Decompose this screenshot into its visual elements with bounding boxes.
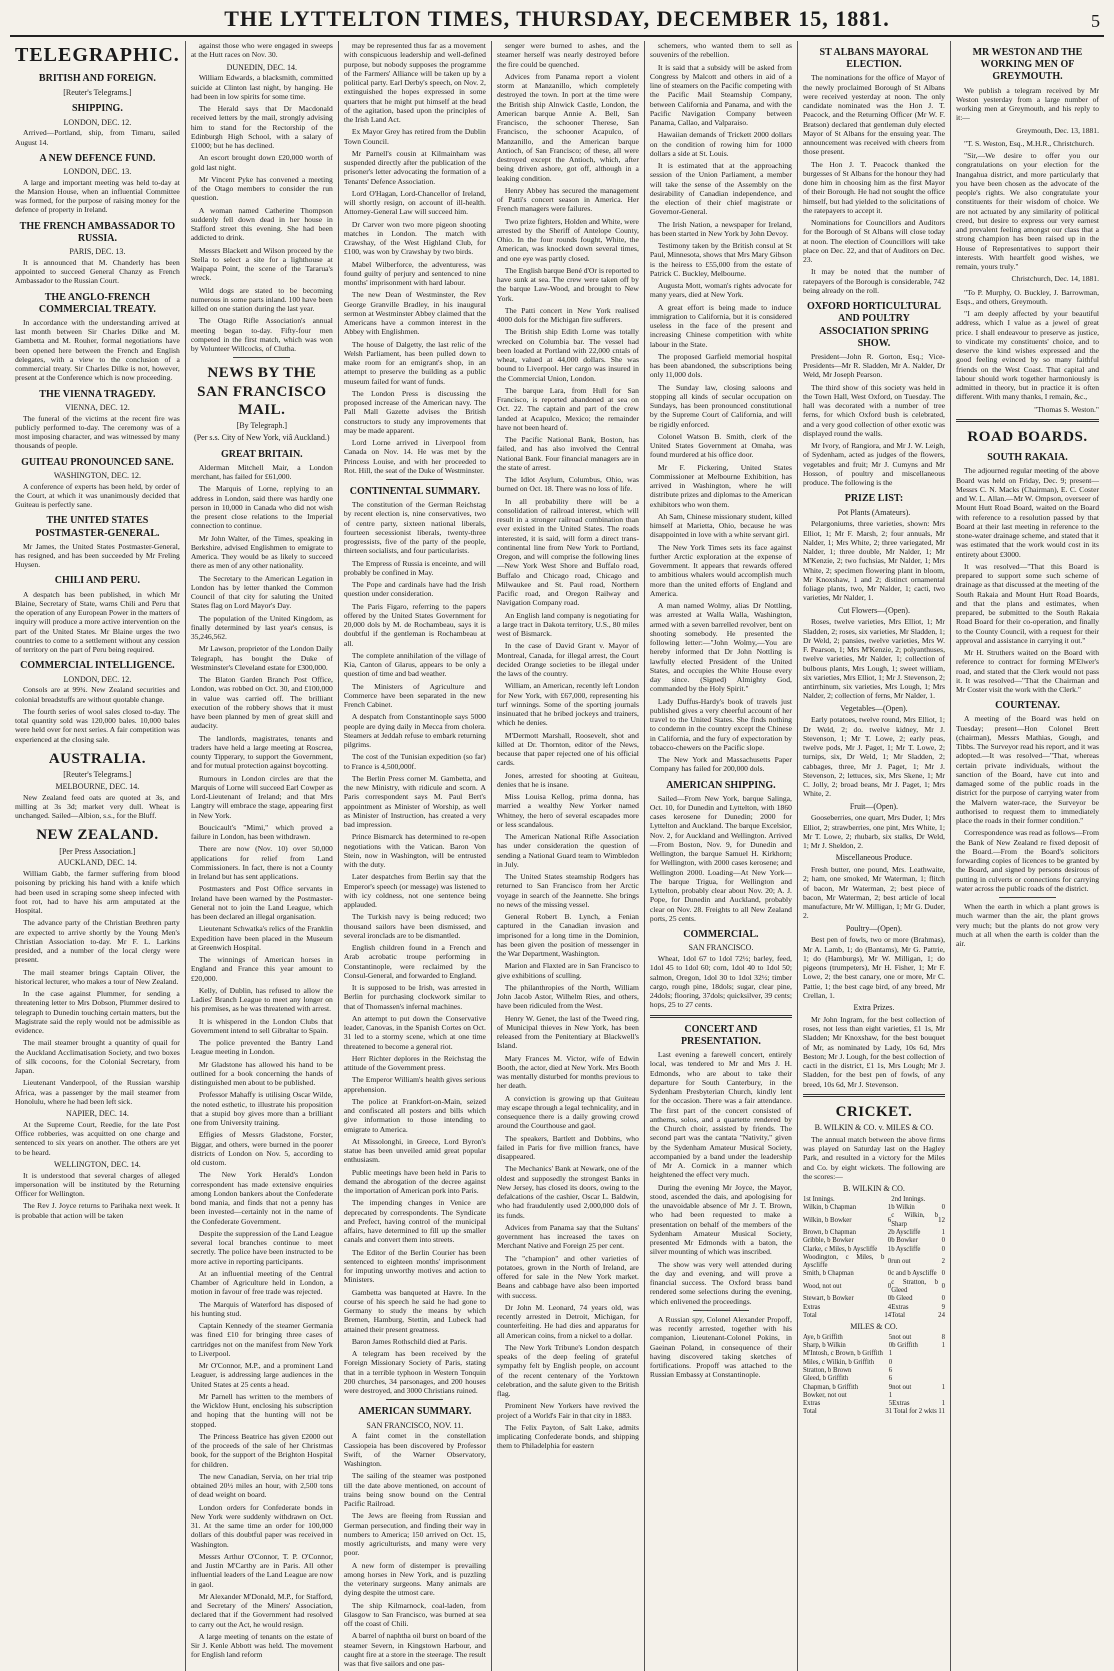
article-paragraph: The New York Times sets its face against further Arctic exploration at the expense of Government. It appears that rewards offered to ambitious whalers would accomplish much more than the united efforts of England and America. — [649, 542, 792, 598]
letter-date: Christchurch, Dec. 14, 1881. — [1011, 274, 1099, 284]
article-paragraph: The Paris Figaro, referring to the papers offered by the United States Government for 20,000 dols by M. de Rochambeau, says it is doubtful if the gentleman is Rochambeau at all. — [343, 601, 486, 648]
article-paragraph: It is said that a subsidy will be asked from Congress by Malcott and others in aid of a line of steamers on the Pacific competing with the Pacific Mail Steamship Company, between California and Panama, and with the Pacific Navigation Company between Panama, Callao, and Valparaiso. — [649, 62, 792, 127]
article-paragraph: Roses, twelve varieties, Mrs Elliot, 1; Mr Sladden, 2; roses, six varieties, Mr Sladden, 1; Dr Weld, 2; pansies, twelve varieties, Mrs W. F. Pearson, 1; Mrs M'Kenzie, 2; polyanthuses, twelve varieties, Mr Nalder, 1; collection of bulbous plants, Mrs Lough, 1; sweet william, six varieties, Mrs Elliot, 1; Mr J. Stevenson, 2; antirrhinum, six varieties, Mrs Lough, 1; Mrs Nalder, 2; collection of ferns, Mr Nalder, 1. — [802, 617, 945, 701]
article-paragraph: The complete annihilation of the village of Kia, Canton of Glarus, appears to be only a question of time and bad weather. — [343, 650, 486, 679]
article-paragraph: Lord O'Hagan, Lord-Chancellor of Ireland, will shortly resign, on account of ill-health. Attorney-General Law will succeed him. — [343, 188, 486, 217]
article-paragraph: Miss Louisa Kellog, prima donna, has married a wealthy New Yorker named Whitney, the hero of several escapades more or less scandalous. — [496, 792, 639, 829]
article-paragraph: London orders for Confederate bonds in New York were suddenly withdrawn on Oct. 31. At the same time an order for 100,000 dollars of this doubtful paper was received in Washington. — [190, 1502, 333, 1549]
article-paragraph: Lieutenant Schwatka's relics of the Franklin Expedition have been placed in the Museum at Greenwich Hospital. — [190, 924, 333, 952]
article-paragraph: Lady Duffus-Hardy's book of travels just published gives a very cheerful account of her travel to the United States. She finds nothing to condemn in the country except the Chinese in California, and the fury of expectoration by tobacco-chewers on the Pacific slope. — [649, 696, 792, 752]
article-paragraph: Nominations for Councillors and Auditors for the Borough of St Albans will close today at noon. The election of Councillors will take place on Dec. 22, and that of Auditors on Dec. 23. — [802, 218, 945, 265]
article-paragraph: senger were burned to ashes, and the steamer herself was nearly destroyed before the fire could be quenched. — [496, 41, 639, 69]
article-paragraph: Despite the suppression of the Land League several local branches continue to meet secretly. The police have been instructed to be more active in reporting participants. — [190, 1228, 333, 1266]
article-paragraph: Mr Vincent Pyke has convened a meeting of the Otago members to consider the run question. — [190, 174, 333, 203]
article-paragraph: The Secretary to the American Legation in London has by letter thanked the Common Council of that city for saluting the United States flag on Lord Mayor's Day. — [190, 573, 333, 611]
article-paragraph: Boucicault's "Mimi," which proved a failure in London, has been withdrawn. — [190, 822, 333, 842]
article-paragraph: The New York Herald's London correspondent has made extensive enquiries among London bankers about the Confederate bond mania, and finds that not a penny has been invested—certainly not in the name of the Confederate Government. — [190, 1170, 333, 1226]
score-row: Smith, b Chapman 0 c and b Ayscliffe 0 — [802, 1270, 945, 1278]
article-paragraph: against those who were engaged in sweeps at the Hutt races on Nov. 30. — [190, 41, 333, 60]
article-paragraph: The police at Frankfort-on-Main, seized and confiscated all posters and bills which give information to those intending to emigrate to America. — [343, 1096, 486, 1134]
article-paragraph: President—John R. Gorton, Esq.; Vice-Presidents—Mr R. Sladden, Mr A. Nalder, Dr Weld, Mr Joseph Pearson. — [802, 351, 945, 380]
article-paragraph: Ah Sam, Chinese missionary student, killed himself at Marietta, Ohio, because he was disappointed in love with a white servant girl. — [649, 511, 792, 540]
article-paragraph: The Editor of the Berlin Courier has been sentenced to eighteen months' imprisonment for imputing unworthy motives and action to Ministers. — [343, 1247, 486, 1285]
column-3 — [339, 41, 492, 1671]
article-heading: COURTENAY. — [995, 700, 1060, 712]
column-2 — [186, 41, 339, 1671]
article-paragraph: Public meetings have been held in Paris to demand the abrogation of the decree against the importation of American pork into Paris. — [343, 1167, 486, 1196]
article-heading: THE UNITED STATES POSTMASTER-GENERAL. — [35, 515, 160, 539]
article-paragraph: Dr Carver won two more pigeon shooting matches in London. The match with Crawshay, of the West Highland Club, for £100, was won by Crawshay by two birds. — [343, 219, 486, 257]
score-row: Miles, c Wilkin, b Griffith 0 — [802, 1358, 893, 1366]
article-paragraph: At Missolonghi, in Greece, Lord Byron's statue has been unveiled amid great popular enthusiasm. — [343, 1136, 486, 1165]
article-paragraph: New Zealand feed oats are quoted at 3s, and milling at 3s 3d; market very dull. Wheat is unchanged. Sailed—Albion, s.s., for the Bluff. — [15, 792, 180, 821]
article-paragraph: It was resolved—"That this Board is prepared to support some such scheme of drainage as that discussed at the meeting of the South Rakaia and Mount Hutt Road Boards, and that the plans and estimates, when prepared, be submitted to the South Rakaia Road Board for their co-operation, and finally to the County Council, with a request for their approval and assistance in carrying it out." — [955, 561, 1099, 645]
article-paragraph: The Berlin Press corner M. Gambetta, and the new Ministry, with ridicule and scorn. A Paris correspondent says M. Paul Bert's appointment as Minister of Worship, as well as Minister of Instruction, has created a very bad impression. — [343, 773, 486, 830]
article-paragraph: Henry W. Genet, the last of the Tweed ring, of Municipal thieves in New York, has been released from the Penitentiary at Blackwell's Island. — [496, 1013, 639, 1051]
scorecard-1 — [803, 1196, 945, 1320]
section-title: TELEGRAPHIC. — [15, 44, 180, 66]
page-number: 5 — [1091, 11, 1100, 31]
article-paragraph: The proposed Garfield memorial hospital has been abandoned, the subscriptions being only 11,000 dols. — [649, 351, 792, 380]
subheading: Cut Flowers—(Open). — [837, 605, 910, 615]
article-heading: MR WESTON AND THE WORKING MEN OF GREYMOUTH. — [972, 47, 1083, 83]
article-paragraph: It is announced that M. Chanderly has been appointed to succeed General Chanzy as French Ambassador to the Russian Court. — [15, 257, 180, 286]
innings-header: 1st Innings. — [802, 1195, 835, 1203]
divider — [999, 897, 1056, 898]
article-paragraph: The Herald says that Dr Macdonald received letters by the mail, strongly advising him to stand for the Rectorship of the Edinburgh High School, with a salary of £1000; but he has declined. — [190, 104, 333, 150]
article-paragraph: Kelly, of Dublin, has refused to allow the Ladies' Branch League to meet any longer on his premises, as he was threatened with arrest. — [190, 985, 333, 1014]
article-paragraph: A conference of experts has been held, by order of the Court, at which it was unanimously decided that Guiteau is perfectly sane. — [15, 481, 180, 510]
article-paragraph: Hawaiian demands of Trickett 2000 dollars on the condition of rowing him for 1000 dollars a side at St. Louis. — [649, 130, 792, 158]
letter-addressee: "T. S. Weston, Esq., M.H.R., Christchurch. — [963, 138, 1095, 148]
source-note: (Per s.s. City of New York, viâ Auckland.) — [194, 432, 330, 442]
article-paragraph: M'Dermott Marshall, Roosevelt, shot and killed at Dr. Thornton, editor of the News, because that paper rejected one of his official cards. — [496, 730, 639, 768]
article-paragraph: William, an American, recently left London for New York, with £67,000, representing his turf winnings. Some of the sporting journals insinuated that he bribed jockeys and trainers, which he denies. — [496, 681, 639, 728]
masthead-title: THE LYTTELTON TIMES, THURSDAY, DECEMBER 15, 1881. — [224, 6, 890, 31]
article-paragraph: Messrs Arthur O'Connor, T. P. O'Connor, and Justin M'Carthy are in Paris. All other influential leaders of the Land League are now in gaol. — [190, 1551, 333, 1589]
source-note: [Reuter's Telegrams.] — [63, 770, 132, 780]
subheading: Fruit—(Open). — [849, 801, 899, 811]
column-5 — [645, 41, 798, 1671]
article-paragraph: Mr Alexander M'Donald, M.P., for Stafford, and Secretary of the Miners' Association, declared that if the Government had resolved to carry out the Act, he would resign. — [190, 1591, 333, 1629]
divider — [233, 357, 290, 358]
subheading: Extra Prizes. — [853, 1003, 895, 1013]
article-paragraph: The adjourned regular meeting of the above Board was held on Friday, Dec. 9; present—Messrs C. N. Macks (Chairman), E. C. Coster and W. L. Allan.—Mr W. Ompson, overseer of Mount Hutt Road Board, waited on the Board with reference to a resolution passed by that Board at their last meeting in reference to the stone-water drainage scheme, and stated that it was estimated that the work would cost in its entirety about £3000. — [955, 466, 1099, 559]
article-heading: THE FRENCH AMBASSADOR TO RUSSIA. — [19, 220, 176, 244]
article-paragraph: The "champion" and other varieties of potatoes, grown in the North of Ireland, are offered for sale in the New York market. Beans and cabbage have also been imported with success. — [496, 1253, 639, 1300]
article-paragraph: The New York Tribune's London despatch speaks of the deep feeling of grateful sympathy felt by English people, on account of the recent centenary of the Yorktown celebration, and the salute given to the British flag. — [496, 1342, 639, 1398]
article-paragraph: Mr John Walter, of the Times, speaking in Berkshire, advised Englishmen to emigrate to America. They would be as likely to succeed there as men of any other nationality. — [190, 533, 333, 571]
article-paragraph: The English barque Bené d'Or is reported to have sunk at sea. The crew were taken off by the barque Law-Wood, and brought to New York. — [496, 265, 639, 303]
score-row: Sharp, b Wilkin 0 b Griffith 1 — [802, 1342, 945, 1350]
article-paragraph: Baron James Rothschild died at Paris. — [351, 1336, 467, 1346]
article-paragraph: Postmasters and Post Office servants in Ireland have been warned by the Postmaster-General not to join the Land League, which has been declared an illegal organisation. — [190, 884, 333, 922]
article-paragraph: Gambetta was banqueted at Havre. In the course of his speech he said he had gone to Germany to study the means by which Bremen, Hamburg, Stettin, and Lubeck had attained their present greatness. — [343, 1287, 486, 1334]
subheading: Miscellaneous Produce. — [835, 853, 913, 863]
article-paragraph: The advance party of the Christian Brethren party are expected to arrive shortly by the Young Men's Christian Association to-day. Mr F. L. Larkins presided, and a number of the local clergy were present. — [15, 918, 180, 965]
article-paragraph: Mr Lawson, proprietor of the London Daily Telegraph, has bought the Duke of Westminster's Cleveland estate for £300,000. — [190, 644, 333, 672]
article-paragraph: The Princess Beatrice has given £2000 out of the proceeds of the sale of her Christmas book, for the support of the Brighton Hospital for children. — [190, 1431, 333, 1469]
article-paragraph: The police prevented the Bantry Land League meeting in London. — [190, 1038, 333, 1057]
article-paragraph: The Blaton Garden Branch Post Office, London, was robbed on Oct. 30, and £100,000 in value was carried off. The brilliant execution of the robbery shows that it must have been planned by men of great skill and audacity. — [190, 675, 333, 731]
article-paragraph: The Pope and cardinals have had the Irish question under consideration. — [343, 580, 486, 599]
article-paragraph: The impending changes in Venice are deprecated by correspondents. The Syndicate and Prefect, having control of the municipal affairs, have determined to fill up the smaller canals and convert them into streets. — [343, 1198, 486, 1245]
scorecard-total: Total 31 Total for 2 wkts 11 — [802, 1408, 945, 1416]
article-paragraph: may be represented thus far as a movement with conspicuous leadership and well-defined purpose, but nobody supposes the programme of the Farmers' Alliance will be taken up by a political party. Earl Derby's speech, on Nov. 2, extinguished the hopes expressed in some quarters that he might put himself at the head of the agitation, based upon the principles of the Irish Land Act. — [343, 41, 486, 124]
article-paragraph: Rumours in London circles are that the Marquis of Lorne will succeed Earl Cowper as Lord-Lieutenant of Ireland; and that Mrs Langtry will embrace the stage, appearing first in New York. — [190, 773, 333, 820]
article-paragraph: It is whispered in the London Clubs that Government intend to sell Gibraltar to Spain. — [190, 1016, 333, 1035]
article-paragraph: In accordance with the understanding arrived at last month between Sir Charles Dilke and M. Gambetta and M. Rouher, formal negotiations have been opened here between the French and English delegates, with a view to the conclusion of a commercial treaty. Sir Charles Dilke is not, however, present at the Conference which is now proceeding. — [15, 317, 180, 383]
score-row: Wilkin, b Bowker 6 c Wilkin, b Sharp 12 — [802, 1212, 945, 1228]
divider — [956, 419, 1099, 422]
subheading: Vegetables—(Open). — [840, 703, 908, 713]
dateline: PARIS, DEC. 13. — [69, 247, 126, 257]
article-paragraph: Pelargoniums, three varieties, shown: Mrs Elliot, 1; Mr F. Marsh, 2; four annuals, Mr Nalder, 1; Mrs White, 2; three variegated, Mr Nalder, 1; three double, Mr Nalder, 1; Mr M'Kenzie, 2; two fuchsias, Mr Nalder, 1; Mrs White, 2; specimen flowering plant in bloom, Mr Knoxshaw, 1 and 2; distinct ornamental foliage plants, two, Mr Nalder, 1; cacti, two varieties, Mr Nalder, 1. — [802, 519, 945, 603]
letter-signature: "Thomas S. Weston." — [1034, 404, 1099, 414]
score-row: M'Intosh, c Brown, b Griffith 1 — [802, 1350, 893, 1358]
section-heading: CRICKET. — [835, 1103, 913, 1120]
article-paragraph: The winnings of American horses in England and France this year amount to £20,000. — [190, 955, 333, 983]
article-paragraph: The funeral of the victims at the recent fire was publicly performed to-day. The ceremony was of a most imposing character, and was witnessed by many thousands of people. — [15, 413, 180, 451]
article-heading: COMMERCIAL. — [683, 929, 759, 941]
article-paragraph: Best pen of fowls, two or more (Brahmas), Mr A. Lamb, 1; do (Bantams), Mr G. Pattrie, 1; do (Hamburgs), Mr W. Milligan, 1; do pigeons (trumpeters), Mr H. Fisher, 1; Mr F. Lowe, 2; the best canary, one or more, Mr C. Pattie, 1; the best cage bird, of any breed, Mr Crellan, 1. — [802, 935, 945, 1000]
article-heading: CONTINENTAL SUMMARY. — [349, 486, 480, 497]
column-4 — [492, 41, 645, 1671]
article-paragraph: A despatch from Constantinople says 5000 people are dying daily in Mecca from cholera. Steamers at Jeddah refuse to embark returning pilgrims. — [343, 712, 486, 750]
article-paragraph: Jones, arrested for shooting at Guiteau, denies that he is insane. — [496, 770, 639, 789]
article-paragraph: It is understood that several charges of alleged impersonation will be instituted by the Returning Officer for Wellington. — [15, 1170, 180, 1199]
divider — [386, 1399, 443, 1400]
article-paragraph: The annual match between the above firms was played on Saturday last on the Hagley Park, and resulted in a victory for the Miles and Co. by eight wickets. The following are the scores:— — [802, 1134, 945, 1181]
subsection-heading: BRITISH AND FOREIGN. — [38, 73, 156, 85]
score-row: Aye, b Griffith 5 not out 8 — [802, 1333, 945, 1341]
article-paragraph: The Ministers of Agriculture and Commerce have been separated in the new French Cabinet. — [343, 681, 486, 710]
article-paragraph: The constitution of the German Reichstag by recent election is, nine conservatives, two of centre party, sixteen national liberals, fourteen secessionist liberals, twenty-three progressists, five of the party of the people, thirteen socialists, and four particularists. — [343, 500, 486, 556]
article-paragraph: "I am deeply affected by your beautiful address, which I value as a jewel of great price. I shall endeavour to preserve as justice, to vindicate my constituents' choice, and to deserve the kind wishes expressed and the good feeling evinced by so many faithful friends on the West Coast. That capital and labour should work together harmoniously is admitted in theory, but in practice it is often different. With many thanks, I remain, &c., — [955, 309, 1099, 402]
article-heading: GREAT BRITAIN. — [220, 448, 303, 460]
article-paragraph: In all probability there will be a consolidation of railroad interest, which will result in a stronger railroad combination than ever existed in the United States. The roads interested, it is said, will form a direct trans-continental line from New York to Portland, Oregon, and will comprise the following lines—New York West Shore and Buffalo road, Buffalo and Chicago road, Chicago and Milwaukee and St. Paul road, Northern Pacific road, and Oregon Railway and Navigation Company road. — [496, 496, 639, 608]
article-paragraph: There are now (Nov. 10) over 50,000 applications for relief from Land Commissioners. In fact, there is not a County in Ireland but has sent applications. — [190, 844, 333, 882]
article-paragraph: In the case of David Grant v. Mayor of Montreal, Canada, for illegal arrest, the Court decided Orange societies to be illegal under the laws of the country. — [496, 641, 639, 678]
divider — [386, 479, 443, 480]
article-paragraph: Messrs Blackett and Wilson proceed by the Stella to select a site for a lighthouse at Waipapa Point, the scene of the Tararua's wreck. — [190, 245, 333, 283]
article-paragraph: The population of the United Kingdom, as finally determined by last year's census, is 35,246,562. — [190, 613, 333, 642]
article-paragraph: The Irish Nation, a newspaper for Ireland, has been started in New York by John Devoy. — [649, 219, 792, 238]
article-paragraph: The Empress of Russia is enceinte, and will probably be confined in May. — [343, 558, 486, 577]
article-paragraph: In the case against Plummer, for sending a threatening letter to Mrs Dobson, Plummer desired to telegraph to Dunedin touching certain matters, but the Magistrate said the reply would not be admissible as evidence. — [15, 989, 180, 1036]
article-paragraph: Prince Bismarck has determined to re-open negotiations with the Vatican. Baron Von Stein, now in Washington, will be entrusted with the duty. — [343, 832, 486, 870]
article-heading: CHILI AND PERU. — [54, 575, 141, 587]
article-paragraph: A man named Wolmy, alias Dr Nottling, was arrested at Walla Walla, Washington, armed with a seven barrelled revolver, bent on shooting somebody. He presented the following letter:—"John Wolmy,—You are hereby informed that Dr John Nottling is lawfully elected President of the United States, and occupies the White House every day since. (Signed) Almighty God, commanded by the Holy Spirit." — [649, 601, 792, 694]
article-heading: THE ANGLO-FRENCH COMMERCIAL TREATY. — [38, 291, 156, 315]
article-paragraph: An English land company is negotiating for a large tract in Dakota territory, U.S., 80 miles west of Bismarck. — [496, 610, 639, 638]
article-paragraph: Later despatches from Berlin say that the Emperor's speech (or message) was listened to with icy coldness, not one sentence being applauded. — [343, 872, 486, 910]
score-row: Chapman, b Griffith 9 not out 1 — [802, 1383, 945, 1391]
article-paragraph: A woman named Catherine Thompson suddenly fell down dead in her house in Stafford street this evening. She had been addicted to drink. — [190, 205, 333, 243]
article-paragraph: The show was very well attended during the day and evening, and will prove a financial success. The Oxford brass band rendered some selections during the evening, which enlivened the proceedings. — [649, 1259, 792, 1306]
subheading: Pot Plants (Amateurs). — [837, 507, 911, 517]
article-paragraph: Mr Parnell has written to the members of the Wicklow Hunt, enclosing his subscription and hoping that the hunting will not be stopped. — [190, 1391, 333, 1429]
article-paragraph: Advices from Panama report a violent storm at Manzanillo, which completely destroyed the town. In port at the time were the British ship Alnwick Castle, London, the American barque Annie A. Bell, San Francisco, the schooner Therese, San Francisco, the schooner Acapulco, of Manzanillo, and the American barque Antioch, of San Francisco; of these, all were destroyed except the Antioch, which, after being driven ashore, got off, although in a leaking condition. — [496, 71, 639, 183]
article-paragraph: The third show of this society was held in the Town Hall, West Oxford, on Tuesday. The hall was decorated with a number of tree ferns, for which Oxford bush is celebrated, and a very good collection of other exotic was displayed round the walls. — [802, 382, 945, 438]
dateline: AUCKLAND, DEC. 14. — [57, 858, 137, 868]
article-paragraph: The Mechanics' Bank at Newark, one of the oldest and supposedly the strongest Banks in New Jersey, has closed its doors, owing to the defalcations of the cashier, Oscar L. Baldwin, who had fraudulently used 2,000,000 dols of its funds. — [496, 1164, 639, 1220]
article-paragraph: A great effort is being made to induce immigration to California, but it is considered useless in the face of the present and increasing Chinese competition with white labour in the State. — [649, 302, 792, 349]
article-paragraph: At the Supreme Court, Reedie, for the late Post Office robberies, was acquitted on one charge and sentenced to six years on another. The others are yet to be heard. — [15, 1119, 180, 1157]
article-heading: SOUTH RAKAIA. — [987, 452, 1068, 464]
article-paragraph: Mary Frances M. Victor, wife of Edwin Booth, the actor, died at New York. Mrs Booth was mentally disturbed for months previous to her death. — [496, 1053, 639, 1091]
dateline: SAN FRANCISCO. — [688, 943, 754, 953]
dateline: SAN FRANCISCO, NOV. 11. — [366, 1420, 464, 1430]
article-paragraph: The mail steamer brought a quantity of quail for the Auckland Acclimatisation Society, and two boxes of silk cocoons, for the Colonial Secretary, from Japan. — [15, 1038, 180, 1076]
article-paragraph: A faint comet in the constellation Cassiopeia has been discovered by Professor Swift, of the Warner Observatory, Washington. — [343, 1431, 486, 1469]
article-heading: AMERICAN SHIPPING. — [666, 779, 776, 791]
article-paragraph: A meeting of the Board was held on Tuesday; present—Hon Colonel Brett (chairman), Messrs Mathias, Gough, and Tibbs. The Surveyor read his report, and it was adopted.—It was resolved—"That, whereas certain private individuals, without the sanction of the Board, have cut into and damaged some of the public roads in the district for the purpose of carrying water from the Malvern water-race, the Surveyor be authorised to request them to immediately place the roads in their former condition." — [955, 714, 1099, 826]
article-paragraph: Early potatoes, twelve round, Mrs Elliot, 1; Dr Weld, 2; do. twelve kidney, Mr J. Stevenson, 1; Mr T. Lowe, 2; early peas, twelve pods, Mr J. Paget, 1; Mr T. Lowe, 2; turnips, six, Dr Weld, 1; Mr Sladden, 2; cabbages, three, Mr J. Paget, 1; Mr J. Stevenson, 2; lettuces, six, Mrs Skene, 1; Mr C. Jolly, 2; broad beans, Mr J. Paget, 1; Mrs White, 2. — [802, 715, 945, 799]
scorecard-body — [803, 1334, 945, 1400]
dateline: MELBOURNE, DEC. 14. — [55, 781, 140, 791]
article-heading: ST ALBANS MAYORAL ELECTION. — [819, 47, 929, 71]
article-paragraph: The Otago Rifle Association's annual meeting began to-day. Fifty-four men competed in the first match, which was won by Volunteer Willcocks, of Clutha. — [190, 316, 333, 353]
scorecard-extras: Extras 4 Extras 9 — [802, 1303, 945, 1311]
scorecard-total: Total 14 Total 24 — [802, 1311, 945, 1319]
article-paragraph: Correspondence was read as follows—From the Bank of New Zealand re fixed deposit of the Board.—From the Board's solicitors forwarding copies of licences to be granted by the Board, and signed by persons desirous of putting in culverts or connections for carrying water across the public roads of the district. — [955, 828, 1099, 893]
article-paragraph: The philanthropies of the North, William John Jacob Astor, Wilhelm Ries, and others, have been ridiculed from the West. — [496, 982, 639, 1011]
article-paragraph: Mabel Wilberforce, the adventuress, was found guilty of perjury and sentenced to nine months' imprisonment with hard labour. — [343, 259, 486, 287]
article-paragraph: The Sunday law, closing saloons and stopping all kinds of secular occupation on Sundays, has been pronounced constitutional by the Supreme Court of California, and will be rigidly enforced. — [649, 382, 792, 429]
scorecard-2 — [803, 1334, 945, 1417]
article-paragraph: The Marquis of Lorne, replying to an address in London, said there was hardly one person in 10,000 in Canada who did not wish the present close relations to the Imperial connection to continue. — [190, 484, 333, 531]
article-paragraph: Ex Mayor Grey has retired from the Dublin Town Council. — [343, 127, 486, 146]
dateline: LONDON, DEC. 12. — [63, 674, 132, 684]
article-paragraph: The new Canadian, Servia, on her trial trip obtained 20½ miles an hour, with 2,500 tons of dead weight on board. — [190, 1471, 333, 1500]
article-paragraph: Mr John Ingram, for the best collection of roses, not less than eight varieties, £1 1s, Mr Sladden; Mr Knoxshaw, for the best bouquet of Mr, as nominated by Lady, 10s 6d, Mrs Beston; Mr J. Lough, for the best collection of cacti in the district, £1 1s, Mrs Lough; Mr J. Sladden, for the best pen of fowls, of any breed, 10s 6d, Mr J. Stevenson. — [802, 1014, 945, 1089]
score-row: Bowker, not out 1 — [802, 1391, 893, 1399]
scorecard-body — [803, 1204, 945, 1303]
article-paragraph: Advices from Panama say that the Sultans' government has increased the taxes on Merchant Native and Foreign 25 per cent. — [496, 1222, 639, 1251]
article-heading: AMERICAN SUMMARY. — [358, 1406, 472, 1418]
article-paragraph: It is estimated that at the approaching session of the Union Parliament, a member will take the sense of the Assembly on the desirability of Canadian independence, and the election of their chief magistrate or Governor-General. — [649, 161, 792, 217]
article-paragraph: Wheat, 1dol 67 to 1dol 72½; barley, feed, 1dol 45 to 1dol 60; corn, 1dol 40 to 1dol 50; salmon, Oregon, 1dol 30 to 1dol 32½; timber cargo, rough pine, 18dols; sugar, clear pine, 24dols; flooring, 37dols; quicksilver, 39 cents; hops, 25 to 27 cents. — [649, 954, 792, 1010]
article-paragraph: The British ship Edith Lorne was totally wrecked on Columbia bar. The vessel had been loaded at Portland with 22,000 cntals of wheat, valued at 44,000 dollars. She was bound to Liverpool. Her cargo was insured in the Commercial Union, London. — [496, 327, 639, 383]
article-paragraph: The Marquis of Waterford has disposed of his hunting stud. — [190, 1299, 333, 1318]
article-heading: SHIPPING. — [71, 103, 123, 115]
article-paragraph: The mail steamer brings Captain Oliver, the historical lecturer, who makes a tour of New Zealand. — [15, 967, 180, 986]
article-paragraph: Marion and Flaxted are in San Francisco to give exhibitions of sculling. — [496, 961, 639, 980]
article-paragraph: An attempt to put down the Conservative leader, Canovas, in the Spanish Cortes on Oct. 31 led to a stormy scene, which at one time threatened to become a general riot. — [343, 1013, 486, 1051]
scorecard-extras: Extras 5 Extras 1 — [802, 1400, 945, 1408]
article-paragraph: Effigies of Messrs Gladstone, Forster, Biggar, and others, were burned in the poorer districts of London on Nov. 5, according to old custom. — [190, 1130, 333, 1168]
article-paragraph: A large meeting of tenants on the estate of Sir J. Kenle Abbott was held. The movement for English land reform — [190, 1631, 333, 1660]
divider — [650, 1015, 792, 1018]
article-paragraph: Captain Kennedy of the steamer Germania was fined £10 for bringing three cases of cartridges not on the manifest from New York to Liverpool. — [190, 1321, 333, 1358]
score-row: Gleed, b Griffith 6 — [802, 1375, 893, 1383]
article-paragraph: The London Press is discussing the proposed increase of the American navy. The Pall Mall Gazette advises the British constructors to study any improvements that may be made apparent. — [343, 388, 486, 435]
article-paragraph: Lord Lorne arrived in Liverpool from Canada on Nov. 14. He was met by the Princess Louise, and with her proceeded to Rot. Hill, the seat of the Duke of Westminster. — [343, 438, 486, 475]
article-paragraph: Augusta Mott, woman's rights advocate for many years, died at New York. — [649, 281, 792, 300]
score-row: Clarke, c Miles, b Ayscliffe 1 b Ayscliffe 0 — [802, 1245, 945, 1253]
article-paragraph: The American National Rifle Association has under consideration the question of sending a National Guard team to Wimbledon in July. — [496, 832, 639, 869]
source-note: [Per Press Association.] — [59, 846, 136, 856]
section-heading: NEW ZEALAND. — [36, 827, 159, 844]
divider — [693, 1310, 750, 1311]
article-paragraph: The Pacific National Bank, Boston, has failed, and has also involved the Central National Bank. Four financial managers are in the state of arrest. — [496, 435, 639, 472]
article-heading: GUITEAU PRONOUNCED SANE. — [21, 456, 174, 468]
masthead — [10, 6, 1104, 37]
article-paragraph: The new Dean of Westminster, the Rev George Granville Bradley, in his inaugural sermon at Westminster Abbey claimed that the Americans have a common interest in the Abbey with Englishmen. — [343, 290, 486, 337]
article-paragraph: Testimony taken by the British consul at St Paul, Minnesota, shows that Mrs Mary Gibson is the heiress to £55,000 from the estate of Patrick C. Buckley, Melbourne. — [649, 241, 792, 278]
article-paragraph: Mr Parnell's cousin at Kilmainham was suspended directly after the publication of the prisoner's letter advocating the formation of a Tenants' Defence Association. — [343, 148, 486, 186]
article-paragraph: A Russian spy, Colonel Alexander Propoff, was recently arrested, together with his companion, Lieutenant-Colonel Pokins, in Gaeinan Poland, in consequence of their having discovered taking sketches of fortifications. Propoff was attached to the Russian Embassy at Constantinople. — [649, 1314, 792, 1380]
article-paragraph: An escort brought down £20,000 worth of gold last night. — [190, 153, 333, 172]
article-paragraph: A conviction is growing up that Guiteau may escape through a legal technicality, and in consequence there is a daily growing crowd around the Courthouse and gaol. — [496, 1093, 639, 1131]
columns — [10, 41, 1104, 1669]
article-paragraph: William Edwards, a blacksmith, committed suicide at Clinton last night, by hanging. He had been in low spirits for some time. — [190, 73, 333, 101]
article-paragraph: Wild dogs are stated to be becoming numerous in some parts inland. 100 have been killed on one station during the last year. — [190, 285, 333, 313]
article-paragraph: The Patti concert in New York realised 4000 dols for the Michigan fire sufferers. — [496, 305, 639, 324]
article-paragraph: Lieutenant Vanderpool, of the Russian warship Africa, was a passenger by the mail steamer from Honolulu, where he had been left sick. — [15, 1078, 180, 1106]
article-heading: PRIZE LIST: — [844, 493, 904, 505]
article-paragraph: A barrel of naphtha oil burst on board of the steamer Severn, in Kingstown Harbour, and caught fire at a store in the steerage. The result was that five sailors and one pas- — [343, 1631, 486, 1669]
article-heading: CONCERT AND PRESENTATION. — [680, 1023, 761, 1047]
article-paragraph: When the earth in which a plant grows is much warmer than the air, the plant grows very much; but the plants do not grow very much at all when the earth is colder than the air. — [955, 902, 1099, 949]
team-name: B. WILKIN & CO. — [843, 1184, 905, 1194]
article-paragraph: The cost of the Tunisian expedition (so far) to France is 4,500,000f. — [343, 752, 486, 771]
article-heading: COMMERCIAL INTELLIGENCE. — [20, 660, 175, 672]
subheading: Poultry—(Open). — [845, 923, 903, 933]
score-row: Wilkin, b Chapman 1 b Wilkin 0 — [802, 1204, 945, 1212]
article-paragraph: The Emperor William's health gives serious apprehension. — [343, 1075, 486, 1094]
article-heading: A NEW DEFENCE FUND. — [39, 152, 156, 164]
article-paragraph: A despatch has been published, in which Mr Blaine, Secretary of State, warns Chili and Peru that the operation of any European Power in the matters of inquiry will produce a more active intervention on the part of the United States. Mr Blaine urges the two countries to come to a settlement without any cession of territory on the part of Peru being required. — [15, 589, 180, 655]
article-paragraph: The barque Lara, from Hull for San Francisco, is reported abandoned at sea on Oct. 22. The captain and part of the crew landed at Acapulco, Mexico; the remainder have not been heard of. — [496, 385, 639, 432]
article-paragraph: The speakers, Bartlett and Dobbins, who failed in Paris for five million francs, have disappeared. — [496, 1133, 639, 1161]
score-row: Woodington, c Miles, b Ayscliffe 0 run out 2 — [802, 1253, 945, 1270]
article-paragraph: The landlords, magistrates, tenants and traders have held a large meeting at Roscrea, county Tipperary, to support the Government, and for mutual protection against boycotting. — [190, 733, 333, 771]
article-paragraph: Arrived—Portland, ship, from Timaru, sailed August 14. — [15, 128, 180, 147]
article-paragraph: Mr H. Struthers waited on the Board with reference to contract for forming M'Elwer's road, and stated that the Clerk would not pass it. It was resolved—"That the Chairman and Mr Coster visit the work with the Clerk." — [955, 648, 1099, 695]
dateline: NAPIER, DEC. 14. — [65, 1109, 129, 1119]
subheading: B. WILKIN & CO. v. MILES & CO. — [814, 1123, 934, 1133]
divider — [803, 1094, 945, 1097]
column-6 — [798, 41, 951, 1671]
article-heading: OXFORD HORTICULTURAL AND POULTRY ASSOCIATION SPRING SHOW. — [806, 301, 941, 349]
dateline: LONDON, DEC. 12. — [63, 117, 132, 127]
article-paragraph: "Sir,—We desire to offer you our congratulations on your election for the Inangahua district, and more particularly that you have been chosen as the advocate of the people's rights. We also congratulate your constituents for their wisdom of choice. We are not actuated by any similarity of political creed, but desire to express our very earnest and prevalent feeling amongst our class that a strong champion has been raised up in the House of Representatives to support their interests. With heartfelt good wishes, we remain, yours truly." — [955, 151, 1099, 272]
section-heading: AUSTRALIA. — [48, 750, 146, 767]
article-paragraph: Mr Ivory, of Rangiora, and Mr J. W. Leigh, of Sydenham, acted as judges of the flowers, vegetables and fruit; Mr J. Cumyns and Mr Hosson, of poultry and miscellaneous produce. The following is the — [802, 441, 945, 488]
score-row: Wood, not out 0 c Stratton, b Gleed 0 — [802, 1278, 945, 1294]
article-paragraph: A large and important meeting was held to-day at the Mansion House, when an influential Committee was formed, for the purpose of raising money for the defence of property in Ireland. — [15, 177, 180, 215]
article-paragraph: Gooseberries, one quart, Mrs Duder, 1; Mrs Elliot, 2; strawberries, one pint, Mrs White, 1; Mr T. Lowe, 2; rhubarb, six stalks, Dr Weld, 1; Mr J. Sheldon, 2. — [802, 813, 945, 851]
article-paragraph: Sailed—From New York, barque Salinga, Oct. 10, for Dunedin and Lyttelton, with 1860 cases kerosene for Dunedin; 2000 for Lyttelton and Auckland. The barque Excelsior, Nov. 2, for Auckland and Wellington. Arrived—From Boston, Nov. 9, for Dunedin and Wellington, the barque Samuel H. Kirkhorn; for Wellington, with 2000 cases kerosene; and Wellington 2000. Loading—At New York—The barque Trigua, for Wellington and Lyttelton, probably clear about Nov. 20; A. J. Pope, for Dunedin and Auckland, probably clear on Nov. 28. Freights to all New Zealand ports, 25 cents. — [649, 793, 792, 923]
article-paragraph: At an influential meeting of the Central Chamber of Agriculture held in London, a motion in favour of free trade was rejected. — [190, 1268, 333, 1297]
article-paragraph: The fourth series of wool sales closed to-day. The total quantity sold was 120,000 bales. 10,000 bales were held over for next series. A fair competition was experienced at the closing sale. — [15, 706, 180, 744]
article-paragraph: Mr Gladstone has allowed his hand to be outlined for a book concerning the hands of distinguished men about to be published. — [190, 1059, 333, 1088]
article-paragraph: The New York and Massachusetts Paper Company has failed for 200,000 dols. — [649, 755, 792, 774]
article-heading: THE VIENNA TRAGEDY. — [39, 388, 156, 400]
score-row: Stewart, b Bowker 0 b Gleed 0 — [802, 1295, 945, 1303]
team-name: MILES & CO. — [850, 1322, 898, 1332]
article-paragraph: Fresh butter, one pound, Mrs. Leathwaite, 2; ham, one smoked, Mr Waterman, 1; flitch of bacon, Mr Waterman, 2; best piece of bacon, Mr Waterman, 2; best article of local manufacture, Mr W. Milligan, 1; Mr G. Duder, 2. — [802, 865, 945, 921]
article-paragraph: General Robert B. Lynch, a Fenian captured in the Canadian invasion and imprisoned for a long time in the Dominion, has been given the position of messenger in the War Department, Washington. — [496, 912, 639, 958]
article-paragraph: Alderman Mitchell Mair, a London merchant, has failed for £61,000. — [190, 462, 333, 482]
article-paragraph: The United States steamship Rodgers has returned to San Francisco from her Arctic voyage in search of the Jeannette. She brings no news of the missing vessel. — [496, 872, 639, 909]
article-paragraph: The house of Dalgetty, the last relic of the Welsh Parliament, has been pulled down to make room for an emigrant's shop, in an attempt to preserve the building as a public museum failed for want of funds. — [343, 339, 486, 386]
dateline: VIENNA, DEC. 12. — [65, 402, 130, 412]
article-paragraph: The Turkish navy is being reduced; two thousand sailors have been dismissed, and several ironclads are to be dismantled. — [343, 912, 486, 940]
source-note: [Reuter's Telegrams.] — [63, 87, 132, 97]
letter-date: Greymouth, Dec. 13, 1881. — [1016, 125, 1099, 135]
article-paragraph: The Jews are fleeing from Russian and German persecution, and finding their way in numbers to America; 150 arrived on Oct. 15, mostly agriculturists, and many were very poor. — [343, 1511, 486, 1558]
column-7 — [951, 41, 1104, 1671]
innings-header: 2nd Innings. — [891, 1195, 926, 1203]
article-paragraph: Mr O'Connor, M.P., and a prominent Land Leaguer, is addressing large audiences in the United States at 25 cents a head. — [190, 1361, 333, 1389]
article-paragraph: The nominations for the office of Mayor of the newly proclaimed Borough of St Albans were received yesterday at noon. The only candidate nominated was the Hon J. T. Peacock, and the Returning Officer (Mr W. F. Bratson) declared that gentleman duly elected Mayor of St Albans for the ensuing year. The announcement was received with cheers from those present. — [802, 73, 945, 157]
article-paragraph: English children found in a French and Arab acrobatic troupe performing in Constantinople, were reclaimed by the Consul-General, and forwarded to England. — [343, 943, 486, 980]
article-paragraph: Henry Abbey has secured the management of Patti's concert season in America. Her French managers were failures. — [496, 185, 639, 214]
article-paragraph: It may be noted that the number of ratepayers of the Borough is considerable, 742 being already on the roll. — [802, 267, 945, 295]
letter-addressee: "To P. Murphy, O. Buckley, J. Barrowman, Esqs., and others, Greymouth. — [955, 287, 1099, 306]
dateline: LONDON, DEC. 13. — [63, 166, 132, 176]
dateline: WELLINGTON, DEC. 14. — [54, 1159, 141, 1169]
article-paragraph: Dr John M. Leonard, 74 years old, was recently arrested in Detroit, Michigan, for counterfeiting. He had dies and apparatus for all American coins, from a nickel to a dollar. — [496, 1302, 639, 1340]
article-paragraph: The Felix Payton, of Salt Lake, admits implicating Confederate bonds, and shipping them to Philadelphia for eastern — [496, 1422, 639, 1451]
article-paragraph: Herr Richter deplores in the Reichstag the attitude of the Government press. — [343, 1053, 486, 1073]
section-heading: ROAD BOARDS. — [967, 428, 1088, 445]
article-paragraph: William Gabb, the farmer suffering from blood poisoning by pricking his hand with a knife which had been used in scraping some sheep infected with foot rot, had to have his arm amputated at the Hospital. — [15, 869, 180, 916]
article-paragraph: Mr F. Pickering, United States Commissioner at Melbourne Exhibition, has arrived in Washington, where he will distribute prizes and diplomas to the American exhibitors who won them. — [649, 462, 792, 509]
scorecard-header — [803, 1196, 945, 1204]
source-note: [By Telegraph.] — [236, 421, 288, 431]
column-1 — [10, 41, 186, 1671]
article-paragraph: It is supposed to be Irish, was arrested in Berlin for purchasing clockwork similar to that of Thomassen's infernal machines. — [343, 983, 486, 1011]
article-paragraph: The sailing of the steamer was postponed till the date above mentioned, on account of trains being snow bound on the Central Pacific Railroad. — [343, 1471, 486, 1509]
dateline: WASHINGTON, DEC. 12. — [53, 470, 141, 480]
article-paragraph: A telegram has been received by the Foreign Missionary Society of Paris, stating that in a terrible typhoon in Western Tonquin 200 churches, 34 parsonages, and 200 houses were destroyed, and 3000 Christians ruined. — [343, 1349, 486, 1396]
article-paragraph: The ship Kilmarnock, coal-laden, from Glasgow to San Francisco, was burned at sea off the coast of Chili. — [343, 1600, 486, 1629]
article-paragraph: We publish a telegram received by Mr Weston yesterday from a large number of working men at Greymouth, and his reply to it:— — [955, 85, 1099, 123]
article-paragraph: Colonel Watson B. Smith, clerk of the United States Government at Omaha, was found murdered at his office door. — [649, 431, 792, 460]
article-paragraph: Professor Mahaffy is utilising Oscar Wilde, the noted esthetic, to illustrate his proposition that a stupid boy gives more than a brilliant one from University training. — [190, 1090, 333, 1128]
article-paragraph: Mr James, the United States Postmaster-General, has resigned, and has been succeeded by Mr Freling Huysen. — [15, 541, 180, 570]
section-heading: NEWS BY THE SAN FRANCISCO MAIL. — [197, 365, 327, 418]
article-paragraph: Consols are at 99¾. New Zealand securities and colonial breadstuffs are without quotable change. — [15, 685, 180, 704]
score-row: Stratton, b Brown 6 — [802, 1366, 893, 1374]
article-paragraph: Last evening a farewell concert, entirely local, was tendered to Mr and Mrs J. H. Edmonds, who are about to take their departure for South Canterbury, in the Sydenham Presbyterian Church, kindly lent for the occasion. There was a fair attendance. The first part of the concert consisted of anthems, solos, and a quartette rendered by the Church choir, assisted by friends. The second part was the cantata "Nativity," given by the Sydenham Amateur Musical Society, accompanied by a band under the leadership of Mr A. Cornick in a manner which heightened the effect very much. — [649, 1050, 792, 1180]
article-paragraph: The Rev J. Joyce returns to Parihaka next week. It is probable that action will be taken — [15, 1201, 180, 1220]
article-paragraph: schemers, who wanted them to sell as souvenirs of the rebellion. — [649, 41, 792, 60]
article-paragraph: The Hon J. T. Peacock thanked the burgesses of St Albans for the honour they had done him in choosing him as the first Mayor of their Borough. He had not sought the office himself, but had yielded to the solicitations of the ratepayers to accept it. — [802, 159, 945, 215]
article-paragraph: Two prize fighters, Holden and White, were arrested by the Sheriff of Antelope County, Ohio. In the four rounds fought, White, the American, was knocked down several times, and one eye was partly closed. — [496, 216, 639, 263]
article-paragraph: During the evening Mr Joyce, the Mayor, stood, ascended the dais, and apologising for the unavoidable absence of Mr J. T. Brown, who had been requested to make a presentation on behalf of the members of the Sydenham Amateur Musical Society, presented Mr Edmonds with a baton, the silver mounting of which was inscribed. — [649, 1182, 792, 1257]
score-row: Brown, b Chapman 2 b Ayscliffe 1 — [802, 1228, 945, 1236]
article-paragraph: The Idlot Asylum, Columbus, Ohio, was burned on Oct. 18. There was no loss of life. — [496, 475, 639, 494]
article-paragraph: A new form of distemper is prevailing among horses in New York, and is puzzling the veterinary surgeons. Many animals are dying despite the utmost care. — [343, 1560, 486, 1598]
dateline: DUNEDIN, DEC. 14. — [226, 62, 298, 72]
score-row: Gribble, b Bowker 0 b Bowker 0 — [802, 1237, 945, 1245]
article-paragraph: Prominent New Yorkers have revived the project of a World's Fair in that city in 1883. — [496, 1401, 639, 1420]
